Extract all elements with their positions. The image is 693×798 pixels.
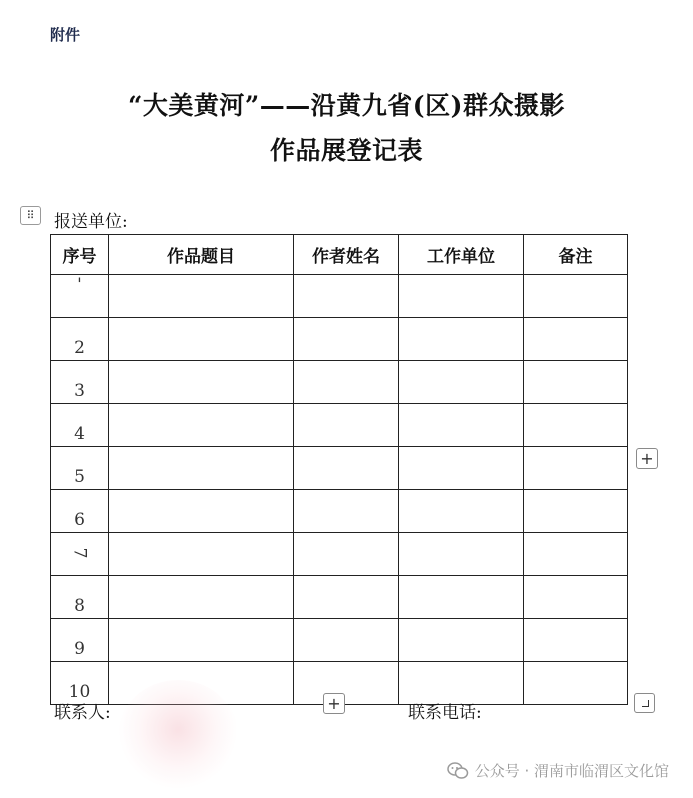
row-number-cell: 8 xyxy=(51,576,109,619)
row-number-cell: 5 xyxy=(51,447,109,490)
table-row xyxy=(51,318,628,361)
work-unit-cell[interactable] xyxy=(399,533,524,576)
row-number-cell: 3 xyxy=(51,361,109,404)
remarks-cell[interactable] xyxy=(524,490,628,533)
author-name-cell[interactable] xyxy=(294,404,399,447)
work-unit-cell[interactable] xyxy=(399,404,524,447)
table-row xyxy=(51,533,628,576)
row-number-cell: 9 xyxy=(51,619,109,662)
author-name-cell[interactable] xyxy=(294,533,399,576)
remarks-cell[interactable] xyxy=(524,576,628,619)
column-header-remarks: 备注 xyxy=(524,235,628,275)
author-name-cell[interactable] xyxy=(294,318,399,361)
work-unit-cell[interactable] xyxy=(399,318,524,361)
work-title-cell[interactable] xyxy=(109,533,294,576)
watermark-text: 公众号 · 渭南市临渭区文化馆 xyxy=(474,762,669,780)
work-unit-cell[interactable] xyxy=(399,490,524,533)
registration-table xyxy=(50,234,628,705)
table-row xyxy=(51,447,628,490)
author-name-cell[interactable] xyxy=(294,619,399,662)
author-name-cell[interactable] xyxy=(294,361,399,404)
work-title-cell[interactable] xyxy=(109,275,294,318)
table-resize-handle-icon[interactable] xyxy=(634,693,655,713)
contact-phone-label: 联系电话: xyxy=(408,703,482,723)
submitting-unit-label: 报送单位: xyxy=(54,212,128,232)
watermark xyxy=(447,760,669,781)
work-unit-cell[interactable] xyxy=(399,619,524,662)
row-number-cell: 6 xyxy=(51,490,109,533)
table-header-row xyxy=(51,235,628,275)
contact-person-label: 联系人: xyxy=(54,703,111,723)
row-number-cell: 4 xyxy=(51,404,109,447)
author-name-cell[interactable] xyxy=(294,576,399,619)
row-number-rotated: 7 xyxy=(69,547,90,559)
attachment-label: 附件 xyxy=(50,26,81,44)
remarks-cell[interactable] xyxy=(524,275,628,318)
work-unit-cell[interactable] xyxy=(399,361,524,404)
work-title-cell[interactable] xyxy=(109,619,294,662)
add-column-plus-icon[interactable]: + xyxy=(636,448,658,469)
work-unit-cell[interactable] xyxy=(399,275,524,318)
work-title-cell[interactable] xyxy=(109,576,294,619)
add-row-plus-icon[interactable]: + xyxy=(323,693,345,714)
remarks-cell[interactable] xyxy=(524,533,628,576)
author-name-cell[interactable] xyxy=(294,447,399,490)
column-header-work-title: 作品题目 xyxy=(109,235,294,275)
work-title-cell[interactable] xyxy=(109,447,294,490)
table-row xyxy=(51,619,628,662)
work-title-cell[interactable] xyxy=(109,318,294,361)
table-row xyxy=(51,275,628,318)
document-title-line1: “大美黄河”——沿黄九省(区)群众摄影 xyxy=(128,91,565,120)
row-number-cell: ' xyxy=(51,275,109,318)
work-unit-cell[interactable] xyxy=(399,576,524,619)
work-unit-cell[interactable] xyxy=(399,447,524,490)
author-name-cell[interactable] xyxy=(294,275,399,318)
author-name-cell[interactable] xyxy=(294,662,399,705)
column-header-author-name: 作者姓名 xyxy=(294,235,399,275)
table-row xyxy=(51,490,628,533)
work-title-cell[interactable] xyxy=(109,361,294,404)
row-number-cell: 2 xyxy=(51,318,109,361)
table-row xyxy=(51,404,628,447)
column-header-serial: 序号 xyxy=(51,235,109,275)
remarks-cell[interactable] xyxy=(524,318,628,361)
row-number-cell: 10 xyxy=(51,662,109,705)
remarks-cell[interactable] xyxy=(524,619,628,662)
wechat-icon xyxy=(447,762,469,780)
row-number-cell xyxy=(51,533,109,576)
work-title-cell[interactable] xyxy=(109,404,294,447)
column-header-work-unit: 工作单位 xyxy=(399,235,524,275)
remarks-cell[interactable] xyxy=(524,662,628,705)
faded-stamp xyxy=(118,680,238,790)
table-move-handle-icon[interactable]: ⠿ xyxy=(20,206,41,225)
table-row xyxy=(51,361,628,404)
document-title-line2: 作品展登记表 xyxy=(269,136,423,165)
remarks-cell[interactable] xyxy=(524,404,628,447)
work-title-cell[interactable] xyxy=(109,490,294,533)
remarks-cell[interactable] xyxy=(524,361,628,404)
author-name-cell[interactable] xyxy=(294,490,399,533)
remarks-cell[interactable] xyxy=(524,447,628,490)
table-row xyxy=(51,576,628,619)
